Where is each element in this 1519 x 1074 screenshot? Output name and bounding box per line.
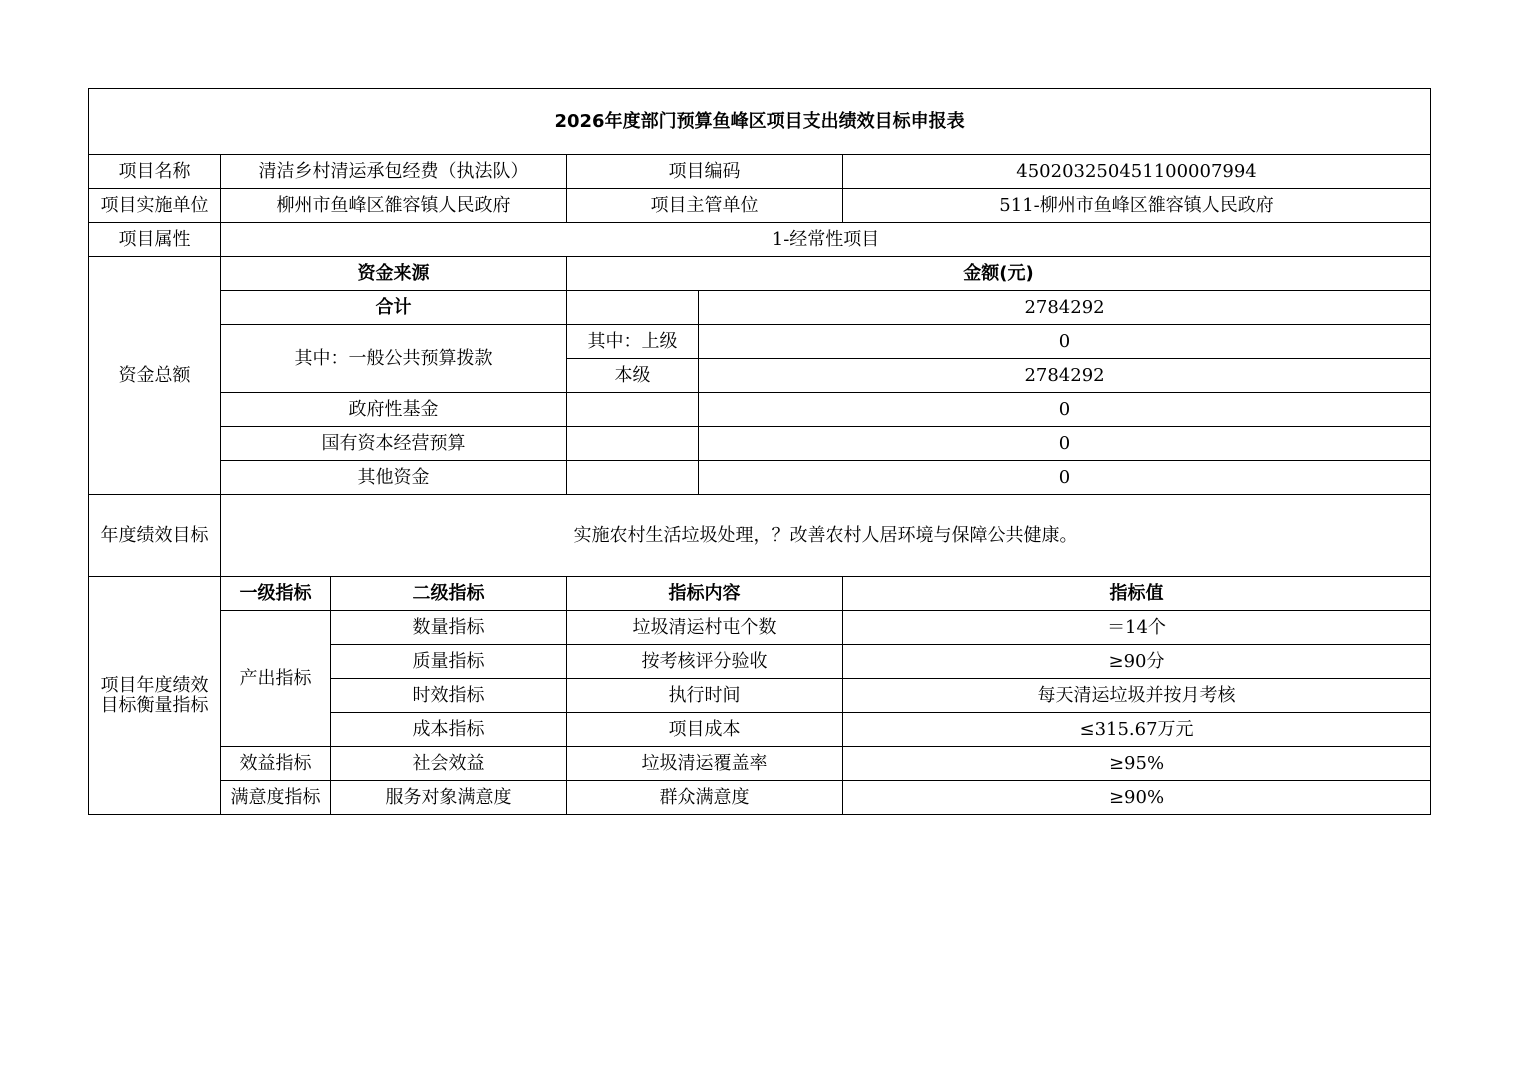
indicator-header-content: 指标内容 [567, 577, 843, 611]
indicator-header-level2: 二级指标 [331, 577, 567, 611]
fund-local-value: 2784292 [699, 359, 1431, 393]
fund-upper-label: 其中：上级 [567, 325, 699, 359]
project-code-label: 项目编码 [567, 155, 843, 189]
fund-total-label: 合计 [221, 291, 567, 325]
indicator-value: ≥90% [843, 781, 1431, 815]
performance-form-table [88, 88, 1431, 815]
indicator-level2: 质量指标 [331, 645, 567, 679]
fund-upper-value: 0 [699, 325, 1431, 359]
indicator-section-label [89, 577, 221, 815]
fund-other-value: 0 [699, 461, 1431, 495]
indicator-level2: 社会效益 [331, 747, 567, 781]
project-code-value: 450203250451100007994 [843, 155, 1431, 189]
indicator-content: 群众满意度 [567, 781, 843, 815]
fund-general-label: 其中：一般公共预算拨款 [221, 325, 567, 393]
indicator-section-label-line1: 项目年度绩效 [100, 674, 209, 696]
indicator-value: ≤315.67万元 [843, 713, 1431, 747]
project-attr-value: 1-经常性项目 [221, 223, 1431, 257]
indicator-header-value: 指标值 [843, 577, 1431, 611]
annual-goal-label: 年度绩效目标 [89, 495, 221, 577]
form-title: 2026年度部门预算鱼峰区项目支出绩效目标申报表 [89, 89, 1431, 155]
indicator-value: 每天清运垃圾并按月考核 [843, 679, 1431, 713]
fund-total-blank [567, 291, 699, 325]
mgr-unit-value: 511-柳州市鱼峰区雒容镇人民政府 [843, 189, 1431, 223]
fund-gov-value: 0 [699, 393, 1431, 427]
impl-unit-label: 项目实施单位 [89, 189, 221, 223]
indicator-level2: 服务对象满意度 [331, 781, 567, 815]
mgr-unit-label: 项目主管单位 [567, 189, 843, 223]
indicator-value: ＝14个 [843, 611, 1431, 645]
fund-total-value: 2784292 [699, 291, 1431, 325]
indicator-level2: 时效指标 [331, 679, 567, 713]
indicator-content: 垃圾清运覆盖率 [567, 747, 843, 781]
fund-state-capital-blank [567, 427, 699, 461]
indicator-value: ≥90分 [843, 645, 1431, 679]
fund-local-label: 本级 [567, 359, 699, 393]
indicator-content: 按考核评分验收 [567, 645, 843, 679]
project-name-value: 清洁乡村清运承包经费（执法队） [221, 155, 567, 189]
fund-gov-blank [567, 393, 699, 427]
indicator-header-level1: 一级指标 [221, 577, 331, 611]
output-indicator-label: 产出指标 [221, 611, 331, 747]
indicator-content: 执行时间 [567, 679, 843, 713]
satisfaction-indicator-label: 满意度指标 [221, 781, 331, 815]
benefit-indicator-label: 效益指标 [221, 747, 331, 781]
fund-amount-header: 金额(元) [567, 257, 1431, 291]
indicator-level2: 数量指标 [331, 611, 567, 645]
fund-gov-label: 政府性基金 [221, 393, 567, 427]
impl-unit-value: 柳州市鱼峰区雒容镇人民政府 [221, 189, 567, 223]
indicator-section-label-line2: 目标衡量指标 [100, 694, 209, 716]
annual-goal-text: 实施农村生活垃圾处理，？改善农村人居环境与保障公共健康。 [221, 495, 1431, 577]
fund-other-label: 其他资金 [221, 461, 567, 495]
fund-state-capital-value: 0 [699, 427, 1431, 461]
indicator-level2: 成本指标 [331, 713, 567, 747]
fund-other-blank [567, 461, 699, 495]
project-attr-label: 项目属性 [89, 223, 221, 257]
indicator-content: 垃圾清运村屯个数 [567, 611, 843, 645]
indicator-value: ≥95% [843, 747, 1431, 781]
funds-section-label: 资金总额 [89, 257, 221, 495]
indicator-content: 项目成本 [567, 713, 843, 747]
fund-state-capital-label: 国有资本经营预算 [221, 427, 567, 461]
fund-source-header: 资金来源 [221, 257, 567, 291]
project-name-label: 项目名称 [89, 155, 221, 189]
